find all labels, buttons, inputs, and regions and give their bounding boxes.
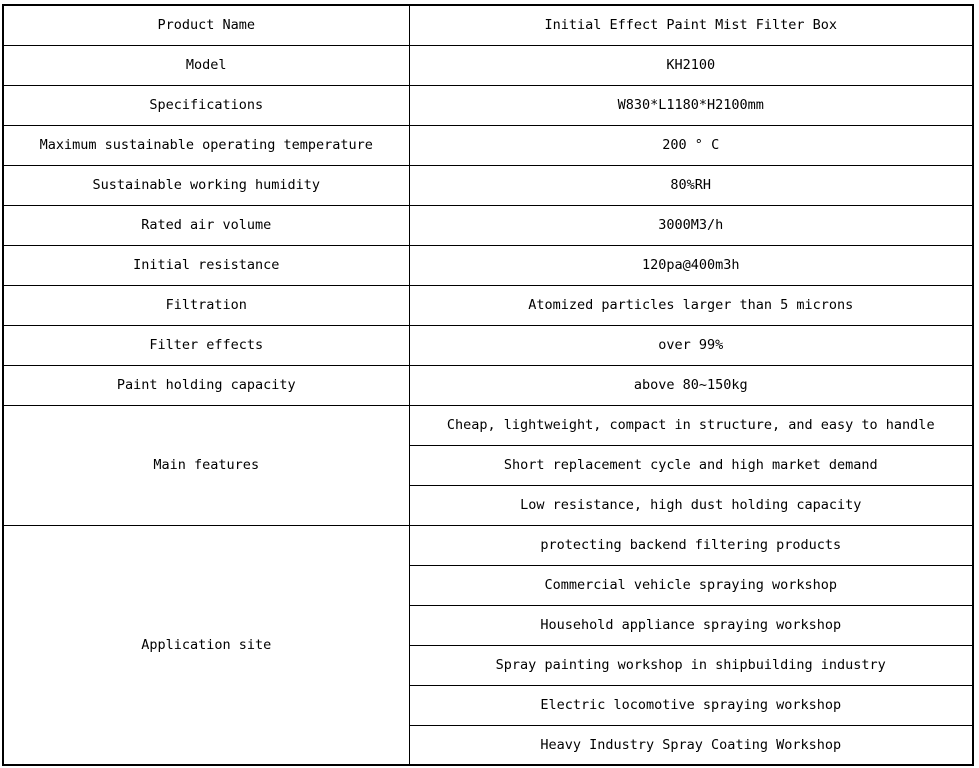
specifications-label: Specifications [3, 85, 409, 125]
max-operating-temperature-value: 200 ° C [409, 125, 973, 165]
table-row [3, 5, 973, 45]
working-humidity-value: 80%RH [409, 165, 973, 205]
application-site-item: protecting backend filtering products [409, 525, 973, 565]
filtration-label: Filtration [3, 285, 409, 325]
rated-air-volume-value: 3000M3/h [409, 205, 973, 245]
table-row [3, 165, 973, 205]
main-feature-item: Cheap, lightweight, compact in structure, and easy to handle [409, 405, 973, 445]
working-humidity-label: Sustainable working humidity [3, 165, 409, 205]
paint-holding-capacity-label: Paint holding capacity [3, 365, 409, 405]
application-site-label: Application site [3, 525, 409, 765]
main-features-label: Main features [3, 405, 409, 525]
filter-effects-value: over 99% [409, 325, 973, 365]
table-row [3, 285, 973, 325]
model-value: KH2100 [409, 45, 973, 85]
table-row [3, 85, 973, 125]
table-row [3, 45, 973, 85]
table-row [3, 365, 973, 405]
specifications-value: W830*L1180*H2100mm [409, 85, 973, 125]
product-name-label: Product Name [3, 5, 409, 45]
table-row [3, 405, 973, 445]
table-row [3, 125, 973, 165]
table-row [3, 325, 973, 365]
application-site-item: Household appliance spraying workshop [409, 605, 973, 645]
table-row [3, 245, 973, 285]
model-label: Model [3, 45, 409, 85]
table-row [3, 525, 973, 565]
filtration-value: Atomized particles larger than 5 microns [409, 285, 973, 325]
application-site-item: Commercial vehicle spraying workshop [409, 565, 973, 605]
application-site-item: Spray painting workshop in shipbuilding industry [409, 645, 973, 685]
initial-resistance-label: Initial resistance [3, 245, 409, 285]
max-operating-temperature-label: Maximum sustainable operating temperature [3, 125, 409, 165]
product-name-value: Initial Effect Paint Mist Filter Box [409, 5, 973, 45]
initial-resistance-value: 120pa@400m3h [409, 245, 973, 285]
product-spec-table [2, 4, 974, 766]
paint-holding-capacity-value: above 80~150kg [409, 365, 973, 405]
application-site-item: Electric locomotive spraying workshop [409, 685, 973, 725]
main-feature-item: Low resistance, high dust holding capacity [409, 485, 973, 525]
filter-effects-label: Filter effects [3, 325, 409, 365]
main-feature-item: Short replacement cycle and high market demand [409, 445, 973, 485]
application-site-item: Heavy Industry Spray Coating Workshop [409, 725, 973, 765]
table-row [3, 205, 973, 245]
rated-air-volume-label: Rated air volume [3, 205, 409, 245]
